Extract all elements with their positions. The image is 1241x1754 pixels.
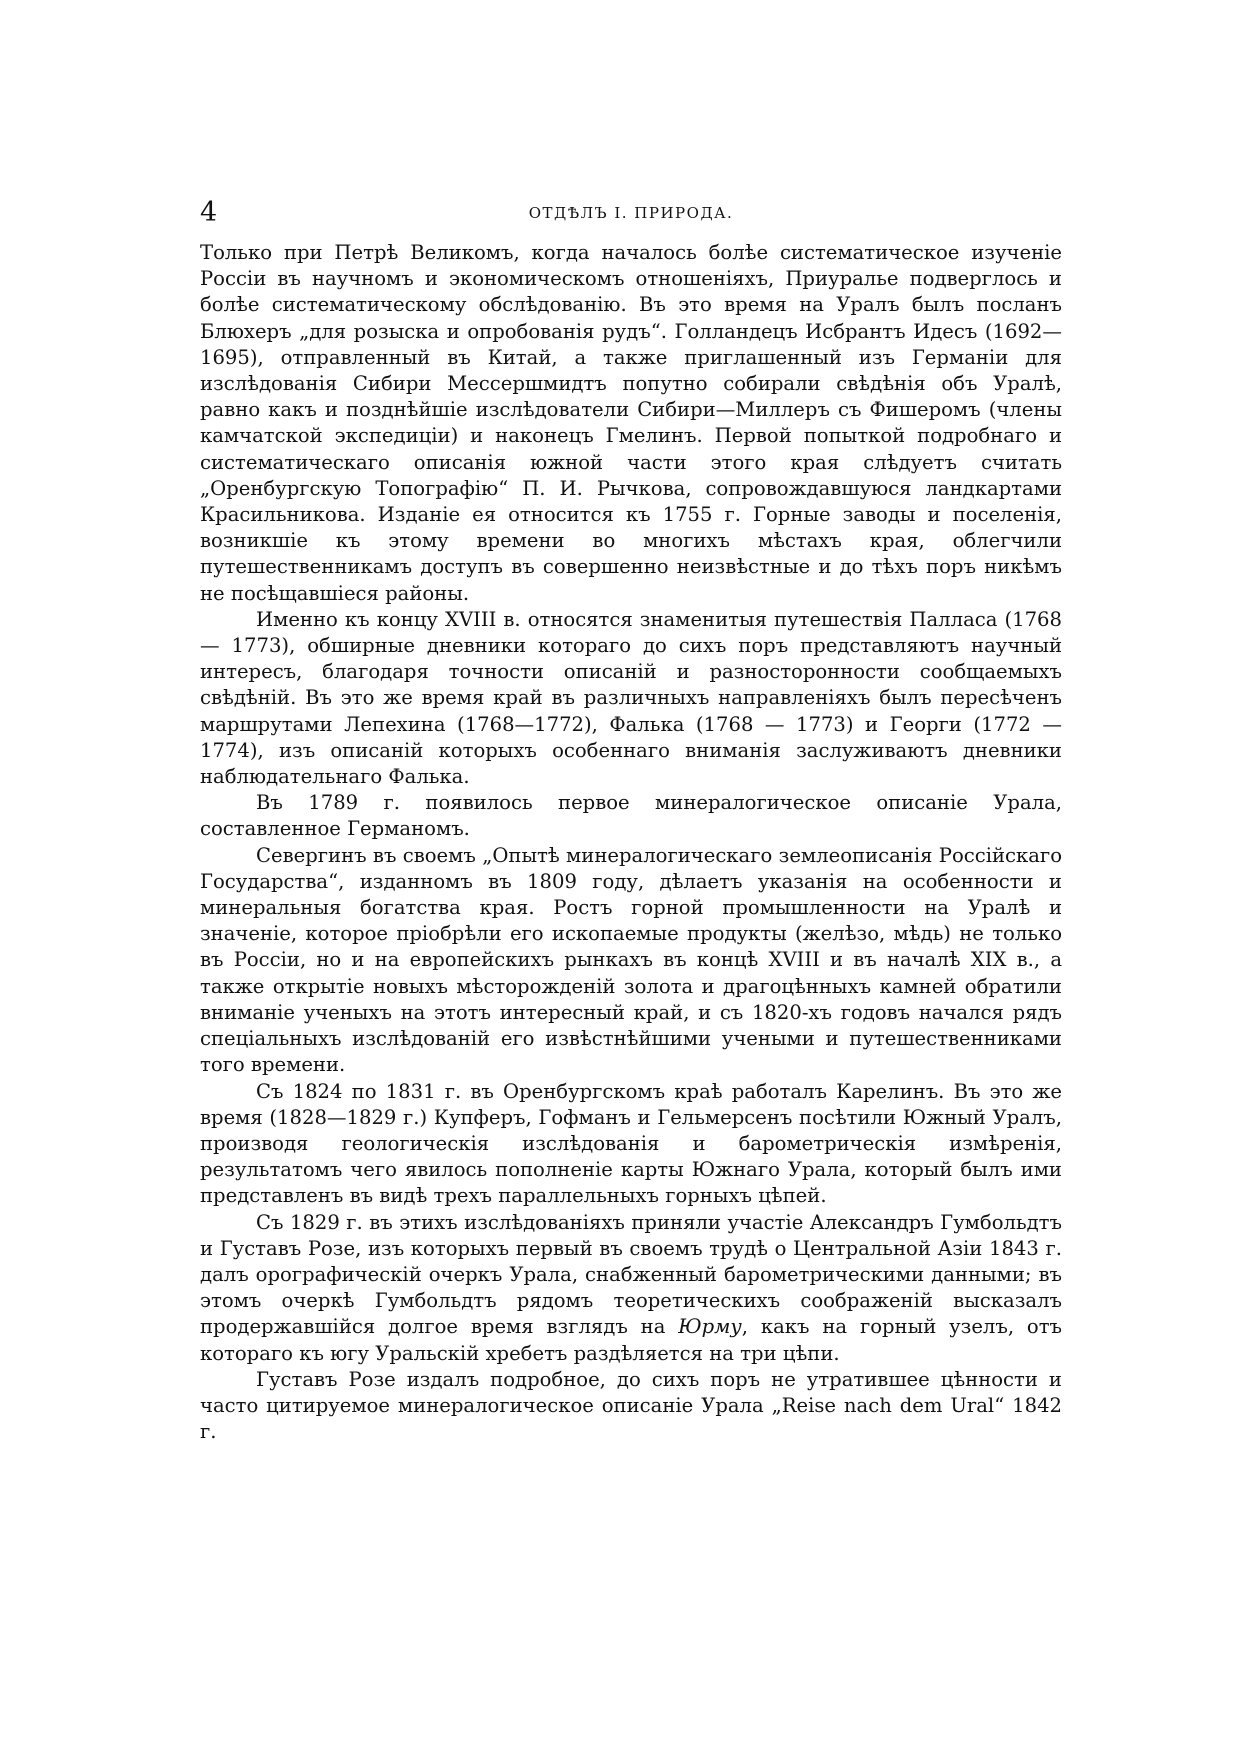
paragraph-2: Именно къ концу XVIII в. относятся знаменитыя путешествія Палласа (1768 — 1773), обширные дневники котораго до сихъ поръ представляютъ научный интересъ, благодаря точности описаній и разносторонности сообщаемыхъ свѣдѣній. Въ это же время край въ различныхъ направленіяхъ былъ пересѣченъ маршрутами Лепехина (1768—1772), Фалька (1768 — 1773) и Георги (1772 — 1774), изъ описаній которыхъ особеннаго вниманія заслуживаютъ дневники наблюдательнаго Фалька. — [200, 607, 1062, 789]
paragraph-6-text-after: , какъ на горный узелъ, отъ котораго къ югу Уральскій хребетъ раздѣляется на три цѣпи. — [200, 1315, 1063, 1365]
page-header — [200, 196, 1062, 230]
paragraph-5: Съ 1824 по 1831 г. въ Оренбургскомъ краѣ работалъ Карелинъ. Въ это же время (1828—1829 г.) Купферъ, Гофманъ и Гельмерсенъ посѣтили Южный Уралъ, производя геологическія изслѣдованія и барометрическія измѣренія, результатомъ чего явилось пополненіе карты Южнаго Урала, который былъ ими представленъ въ видѣ трехъ параллельныхъ горныхъ цѣпей. — [200, 1079, 1062, 1208]
body-text — [200, 240, 1062, 1445]
paragraph-7: Густавъ Розе издалъ подробное, до сихъ поръ не утратившее цѣнности и часто цитируемое минералогическое описаніе Урала „Reise nach dem Ural“ 1842 г. — [200, 1367, 1062, 1444]
running-title: ОТДѢЛЪ I. ПРИРОДА. — [528, 204, 734, 222]
page-number: 4 — [200, 197, 218, 228]
paragraph-4: Севергинъ въ своемъ „Опытѣ минералогическаго землеописанія Россійскаго Государства“, изданномъ въ 1809 году, дѣлаетъ указанія на особенности и минеральныя богатства края. Ростъ горной промышленности на Уралѣ и значеніе, которое пріобрѣли его ископаемые продукты (желѣзо, мѣдь) не только въ Россіи, но и на европейскихъ рынкахъ въ концѣ XVIII и въ началѣ XIX в., а также открытіе новыхъ мѣсторожденій золота и драгоцѣнныхъ камней обратили вниманіе ученыхъ на этотъ интересный край, и съ 1820-хъ годовъ начался рядъ спеціальныхъ изслѣдованій его извѣстнѣйшими учеными и путешественниками того времени. — [200, 843, 1062, 1077]
paragraph-1: Только при Петрѣ Великомъ, когда началось болѣе систематическое изученіе Россіи въ научномъ и экономическомъ отношеніяхъ, Приуралье подверглось и болѣе систематическому обслѣдованію. Въ это время на Уралъ былъ посланъ Блюхеръ „для розыска и опробованія рудъ“. Голландецъ Исбрантъ Идесъ (1692—1695), отправленный въ Китай, а также приглашенный изъ Германіи для изслѣдованія Сибири Мессершмидтъ попутно собирали свѣдѣнія объ Уралѣ, равно какъ и позднѣйшіе изслѣдователи Сибири—Миллеръ съ Фишеромъ (члены камчатской экспедиціи) и наконецъ Гмелинъ. Первой попыткой подробнаго и систематическаго описанія южной части этого края слѣдуетъ считать „Оренбургскую Топографію“ П. И. Рычкова, сопровождавшуюся ландкартами Красильникова. Изданіе ея относится къ 1755 г. Горные заводы и поселенія, возникшіе къ этому времени во многихъ мѣстахъ края, облегчили путешественникамъ доступъ въ совершенно неизвѣстные и до тѣхъ поръ никѣмъ не посѣщавшіеся районы. — [200, 241, 1062, 605]
paragraph-6 — [200, 1210, 1062, 1367]
paragraph-6-text-before: Съ 1829 г. въ этихъ изслѣдованіяхъ приняли участіе Александръ Гумбольдтъ и Густавъ Розе, изъ которыхъ первый въ своемъ трудѣ о Центральной Азіи 1843 г. далъ орографическій очеркъ Урала, снабженный барометрическими данными; въ этомъ очеркѣ Гумбольдтъ рядомъ теоретическихъ соображеній высказалъ продержавшійся долгое время взглядъ на — [200, 1210, 1062, 1339]
paragraph-6-emphasis: Юрму — [678, 1315, 742, 1339]
paragraph-3: Въ 1789 г. появилось первое минералогическое описаніе Урала, составленное Германомъ. — [200, 791, 1062, 841]
